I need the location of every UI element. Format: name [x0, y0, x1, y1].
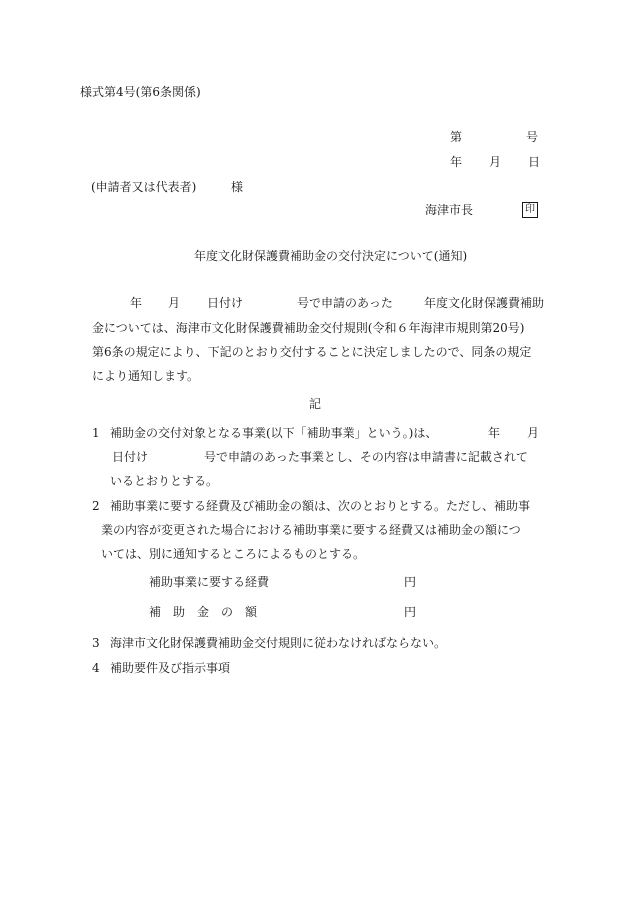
intro-line4: により通知します。 — [92, 369, 200, 383]
date-day: 日 — [528, 155, 541, 169]
intro-line2: 金については、海津市文化財保護費補助金交付規則(令和６年海津市規則第20号) — [92, 321, 525, 335]
item3-number: 3 — [92, 636, 100, 650]
item1-month: 月 — [527, 426, 540, 440]
item1-line2: 号で申請のあった事業とし、その内容は申請書に記載されて — [204, 450, 528, 464]
expense-yen: 円 — [404, 575, 417, 589]
item2-line1: 補助事業に要する経費及び補助金の額は、次のとおりとする。ただし、補助事 — [110, 499, 531, 513]
document-title: 年度文化財保護費補助金の交付決定について(通知) — [194, 249, 468, 263]
item4-text: 補助要件及び指示事項 — [110, 661, 231, 675]
intro-year: 年 — [130, 296, 143, 310]
issuer: 海津市長 — [425, 203, 474, 217]
item1-year: 年 — [488, 426, 501, 440]
item3-text: 海津市文化財保護費補助金交付規則に従わなければならない。 — [110, 636, 447, 650]
item2-line3: いては、別に通知するところによるものとする。 — [101, 547, 366, 561]
intro-month: 月 — [168, 296, 181, 310]
number-suffix: 号 — [526, 130, 539, 144]
intro-line3: 第6条の規定により、下記のとおり交付することに決定しましたので、同条の規定 — [92, 345, 532, 359]
expense-label: 補助事業に要する経費 — [149, 575, 270, 589]
date-month: 月 — [489, 155, 502, 169]
intro-number: 号で申請のあった — [297, 296, 393, 310]
item4-number: 4 — [92, 661, 100, 675]
item2-line2: 業の内容が変更された場合における補助事業に要する経費又は補助金の額につ — [101, 523, 521, 537]
intro-dated: 日付け — [207, 296, 244, 310]
ki-heading: 記 — [309, 397, 322, 411]
intro-line1-tail: 年度文化財保護費補助 — [424, 296, 545, 310]
item1-line1: 補助金の交付対象となる事業(以下「補助事業」という。)は、 — [110, 426, 438, 440]
item2-number: 2 — [92, 499, 100, 513]
item1-dated: 日付け — [112, 450, 149, 464]
number-prefix: 第 — [450, 130, 463, 144]
grant-label: 補 助 金 の 額 — [149, 605, 258, 619]
item1-line3: いるとおりとする。 — [110, 474, 219, 488]
grant-yen: 円 — [404, 605, 417, 619]
item1-number: 1 — [92, 426, 100, 440]
date-year: 年 — [450, 155, 463, 169]
honorific: 様 — [231, 180, 244, 194]
form-label: 様式第4号(第6条関係) — [80, 85, 201, 99]
seal-mark: 印 — [522, 202, 538, 218]
addressee: (申請者又は代表者) — [91, 180, 197, 194]
